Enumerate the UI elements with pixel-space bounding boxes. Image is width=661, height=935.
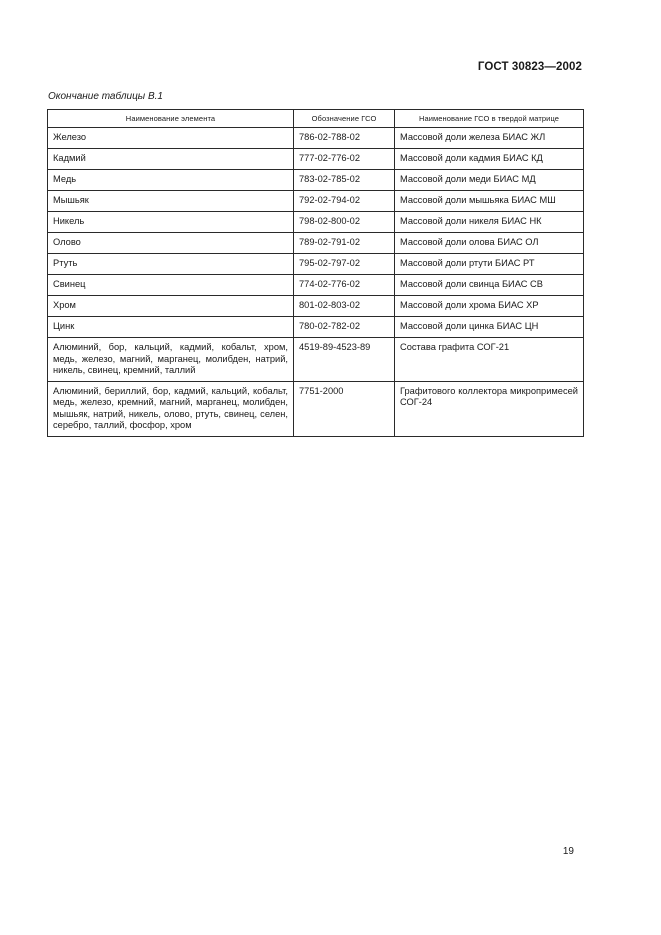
column-header-gso-code: Обозначение ГСО (294, 110, 395, 128)
cell-gso-code: 780-02-782-02 (294, 317, 395, 338)
table-row (48, 149, 584, 170)
table-row (48, 275, 584, 296)
cell-element: Алюминий, бериллий, бор, кадмий, кальций, кобальт, медь, железо, кремний, магний, марганец, молибден, мышьяк, натрий, никель, олово, ртуть, свинец, селен, серебро, таллий, фосфор, хром (48, 381, 294, 436)
gso-table (47, 109, 584, 437)
cell-gso-code: 777-02-776-02 (294, 149, 395, 170)
table-row (48, 170, 584, 191)
cell-gso-name: Массовой доли свинца БИАС СВ (395, 275, 584, 296)
cell-element: Кадмий (48, 149, 294, 170)
cell-gso-name: Массовой доли меди БИАС МД (395, 170, 584, 191)
cell-element: Медь (48, 170, 294, 191)
cell-gso-name: Массовой доли ртути БИАС РТ (395, 254, 584, 275)
cell-gso-code: 789-02-791-02 (294, 233, 395, 254)
table-row (48, 338, 584, 382)
cell-gso-code: 801-02-803-02 (294, 296, 395, 317)
table-row (48, 381, 584, 436)
table-row (48, 128, 584, 149)
cell-gso-code: 4519-89-4523-89 (294, 338, 395, 382)
cell-gso-code: 786-02-788-02 (294, 128, 395, 149)
cell-element: Хром (48, 296, 294, 317)
cell-gso-name: Массовой доли железа БИАС ЖЛ (395, 128, 584, 149)
cell-element: Свинец (48, 275, 294, 296)
cell-gso-code: 7751-2000 (294, 381, 395, 436)
cell-gso-name: Массовой доли никеля БИАС НК (395, 212, 584, 233)
cell-gso-code: 795-02-797-02 (294, 254, 395, 275)
cell-element: Никель (48, 212, 294, 233)
cell-element: Железо (48, 128, 294, 149)
cell-gso-name: Массовой доли олова БИАС ОЛ (395, 233, 584, 254)
cell-gso-name: Графитового коллектора микропримесей СОГ-24 (395, 381, 584, 436)
cell-element: Мышьяк (48, 191, 294, 212)
column-header-element: Наименование элемента (48, 110, 294, 128)
table-header-row (48, 110, 584, 128)
cell-element: Цинк (48, 317, 294, 338)
cell-gso-name: Массовой доли кадмия БИАС КД (395, 149, 584, 170)
column-header-gso-name: Наименование ГСО в твердой матрице (395, 110, 584, 128)
table-row (48, 254, 584, 275)
table-row (48, 317, 584, 338)
table-caption: Окончание таблицы В.1 (48, 91, 163, 102)
cell-gso-code: 783-02-785-02 (294, 170, 395, 191)
cell-gso-code: 792-02-794-02 (294, 191, 395, 212)
table-row (48, 212, 584, 233)
cell-element: Олово (48, 233, 294, 254)
cell-gso-name: Массовой доли цинка БИАС ЦН (395, 317, 584, 338)
cell-element: Алюминий, бор, кальций, кадмий, кобальт, хром, медь, железо, магний, марганец, молибден, натрий, никель, свинец, кремний, таллий (48, 338, 294, 382)
table-row (48, 191, 584, 212)
table-row (48, 296, 584, 317)
cell-gso-code: 774-02-776-02 (294, 275, 395, 296)
page-number: 19 (562, 846, 574, 857)
cell-gso-name: Массовой доли хрома БИАС ХР (395, 296, 584, 317)
document-code: ГОСТ 30823—2002 (477, 61, 582, 73)
cell-element: Ртуть (48, 254, 294, 275)
cell-gso-name: Состава графита СОГ-21 (395, 338, 584, 382)
cell-gso-code: 798-02-800-02 (294, 212, 395, 233)
table-row (48, 233, 584, 254)
cell-gso-name: Массовой доли мышьяка БИАС МШ (395, 191, 584, 212)
